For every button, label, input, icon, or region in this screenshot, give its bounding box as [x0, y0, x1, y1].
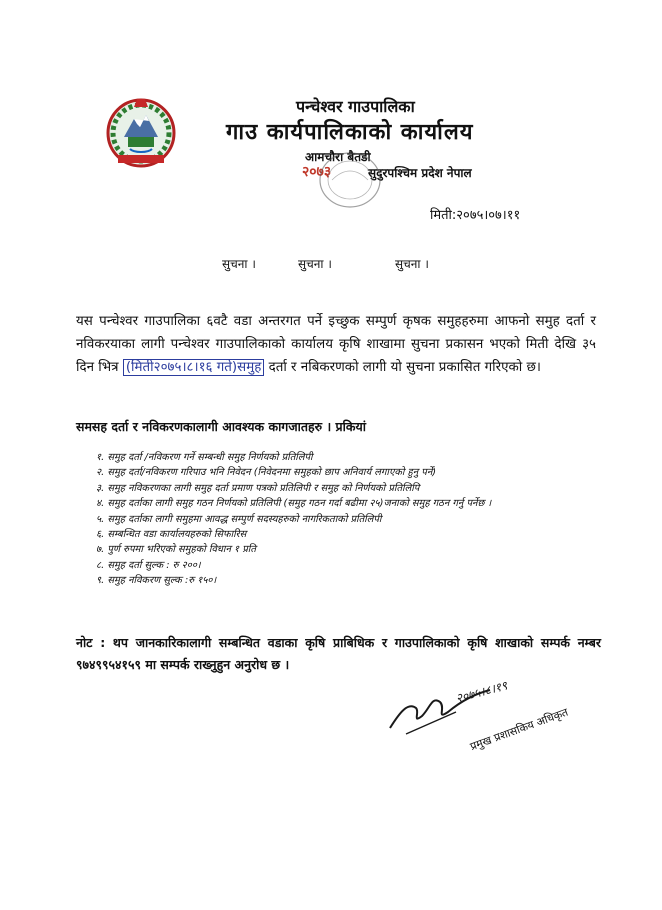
requirements-list	[96, 450, 491, 589]
contact-note: नोट : थप जानकारिकालागी सम्बन्धित वडाका कृषि प्राबिधिक र गाउपालिकाको कृषि शाखाको सम्पर्क नम्बर ९७४९९५४१५९ मा सम्पर्क राख्नुहुन अनुरोध छ ।	[76, 635, 601, 672]
requirements-heading: समसह दर्ता र नविकरणकालागी आवश्यक कागजातहरु । प्रकियां	[76, 419, 366, 434]
notice-body-end: दर्ता र नबिकरणको लागी यो सुचना प्रकासित गरिएको छ।	[268, 360, 541, 375]
office-address: आमचौरा बैतडी	[305, 150, 371, 164]
notice-body-text: यस पन्चेश्वर गाउपालिका ६वटै वडा अन्तरगत पर्ने इच्छुक सम्पुर्ण कृषक समुहहरुमा आफनो समुह दर्ता र नविकरयाका लागी पन्चेश्वर गाउपालिकाको कार्यालय कृषि शाखामा सुचना प्रकासन भएको मिती देखि ३५ दिन भित्र	[76, 314, 596, 375]
deadline-highlight: (मिती२०७५।८।१६ गते)समुह	[123, 359, 265, 376]
notice-word-2: सुचना ।	[298, 257, 332, 271]
notice-word-3: सुचना ।	[395, 257, 429, 271]
officer-title: प्रमुख प्रशासकिय अधिकृत	[468, 705, 570, 754]
notice-word-1: सुचना ।	[222, 257, 256, 271]
requirement-item: ७. पुर्ण रुपमा भरिएको समुहको विधान १ प्रति	[96, 544, 256, 556]
region-name: सुदुरपश्चिम प्रदेश नेपाल	[368, 166, 472, 180]
requirement-item: ४. समुह दर्ताका लागी समुह गठन निर्णयको प्रतिलिपी (समुह गठन गर्दा बढीमा २५)जनाको समुह गठन गर्नु पर्नेछ ।	[96, 498, 492, 510]
requirement-item: ६. सम्बन्धित वडा कार्यालयहरुको सिफारिस	[96, 528, 247, 540]
establishment-year: २०७३	[302, 164, 332, 180]
requirement-item: ३. समुह नविकरणका लागी समुह दर्ता प्रमाण पत्रको प्रतिलिपी र समुह को निर्णयको प्रतिलिपि	[96, 482, 420, 494]
signature-date: २०७५।८।१९	[454, 678, 509, 706]
letter-date: मिती:२०७५।०७।११	[430, 208, 521, 223]
requirement-item: ९. समुह नविकरण सुल्क :रु १५०।	[96, 575, 217, 587]
municipality-name: पन्चेश्वर गाउपालिका	[296, 97, 415, 116]
office-name: गाउ कार्यपालिकाको कार्यालय	[226, 120, 474, 145]
office-seal-icon	[318, 150, 382, 210]
requirement-item: २. समुह दर्ता/नविकरण गरिपाउ भनि निवेदन (निवेदनमा समुहको छाप अनिवार्य लगाएको हुनु पर्ने)	[96, 467, 437, 479]
nepal-emblem-icon	[104, 93, 178, 169]
requirement-item: १. समुह दर्ता /नविकरण गर्ने सम्बन्धी समुह निर्णयको प्रतिलिपी	[96, 452, 313, 463]
requirement-item: ८. समुह दर्ता सुल्क : रु २००।	[96, 559, 201, 571]
notice-body	[76, 310, 596, 379]
requirement-item: ५. समुह दर्ताका लागी समुहमा आवद्ध सम्पुर्ण सदस्यहरुको नागरिकताको प्रतिलिपी	[96, 513, 382, 525]
